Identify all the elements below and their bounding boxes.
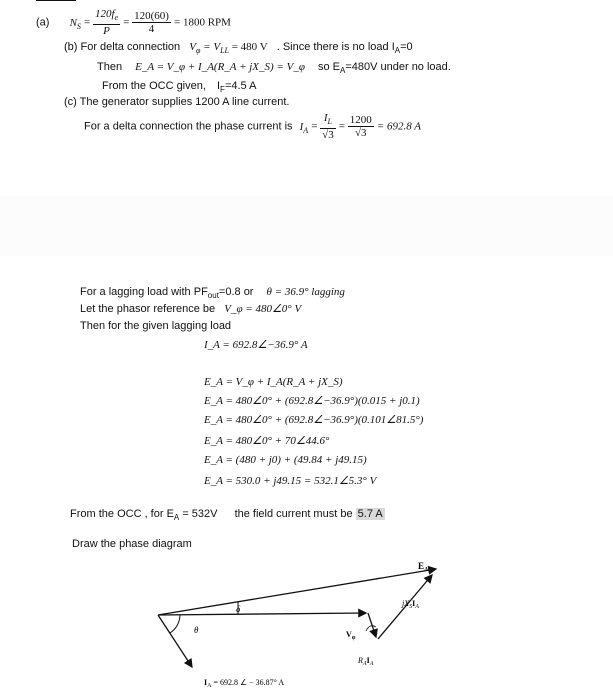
equation-3: E_A = 480∠0° + (692.8∠−36.9°)(0.101∠81.5°)	[204, 414, 424, 426]
equation-5: E_A = (480 + j0) + (49.84 + j49.15)	[204, 454, 367, 466]
equation-6: E_A = 530.0 + j49.15 = 532.1∠5.3° V	[204, 475, 377, 487]
part-c-line-1: (c) The generator supplies 1200 A line current.	[64, 96, 290, 108]
phasor-diagram	[140, 555, 460, 695]
part-c-result: = 692.8 A	[376, 120, 422, 133]
equation-2: E_A = 480∠0° + (692.8∠−36.9°)(0.015 + j0.1)	[204, 395, 420, 407]
lower-line-3: Then for the given lagging load	[80, 320, 232, 332]
draw-instruction: Draw the phase diagram	[72, 538, 192, 550]
part-c-line-2: For a delta connection the phase current is $I_A$ = $\frac{I_L}{√3}$ = $\frac{1200}{√3}$ = 692.8 A	[84, 112, 422, 142]
vphi-label: $V_\varphi$	[346, 630, 356, 641]
delta-label: δ	[236, 604, 241, 614]
part-c-fraction-2: $\frac{1200}{√3}$	[349, 114, 372, 140]
ea-label: $E_A$	[418, 561, 429, 573]
part-a-fraction-2: $\frac{120(60)}{4}$	[134, 10, 169, 36]
theta-arc	[170, 615, 180, 633]
field-current-value: 5.7 A	[357, 508, 383, 520]
part-b-line-2: Then E_A = V_φ + I_A(R_A + jX_S) = V_φ so $E_A=480V$ under no load.	[97, 61, 451, 76]
part-a-label: (a)	[36, 16, 50, 29]
right-angle-mark	[366, 626, 376, 631]
lower-line-2: Let the phasor reference be V_φ = 480∠0° V	[80, 303, 302, 315]
equation-ia: I_A = 692.8∠−36.9° A	[204, 339, 308, 351]
part-a-result: = 1800 RPM	[174, 16, 231, 29]
part-b-line-1: (b) For delta connection $V_\varphi = V_{LL} = 480$ V . Since there is no load $I_A=0$	[64, 41, 413, 56]
part-b-line-3: From the OCC given, $I_F=4.5$ A	[102, 80, 257, 95]
part-a-lhs: $N_S$	[69, 16, 81, 31]
part-a: (a) $N_S$ = $\frac{120f_e}{P}$ = $\frac{120(60)}{4}$ = 1800 RPM	[36, 8, 231, 38]
equation-1: E_A = V_φ + I_A(R_A + jX_S)	[204, 376, 343, 388]
blank-gap	[0, 196, 613, 256]
theta-label: θ	[194, 625, 199, 635]
part-a-fraction-1: $\frac{120f_e}{P}$	[94, 8, 119, 38]
part-c-fraction-1: $\frac{I_L}{√3}$	[322, 112, 334, 142]
ia-phasor	[158, 615, 192, 667]
occ-line: From the OCC , for $E_A = 532V$ the field current must be 5.7 A	[70, 508, 383, 523]
lower-line-1: For a lagging load with $PF_{out}=0.8$ or θ = 36.9° lagging	[80, 286, 345, 301]
ra-label: $R_AI_A$	[358, 656, 374, 667]
ra-ia-phasor	[368, 613, 376, 637]
equation-4: E_A = 480∠0° + 70∠44.6°	[204, 435, 330, 447]
jxs-label: $jX_SI_A$	[402, 599, 419, 610]
top-rule	[36, 0, 76, 1]
ea-phasor	[158, 569, 436, 615]
ia-label: $I_A = 692.8$ ∠ − 36.87° A	[204, 678, 285, 689]
vphi-phasor	[158, 613, 366, 615]
